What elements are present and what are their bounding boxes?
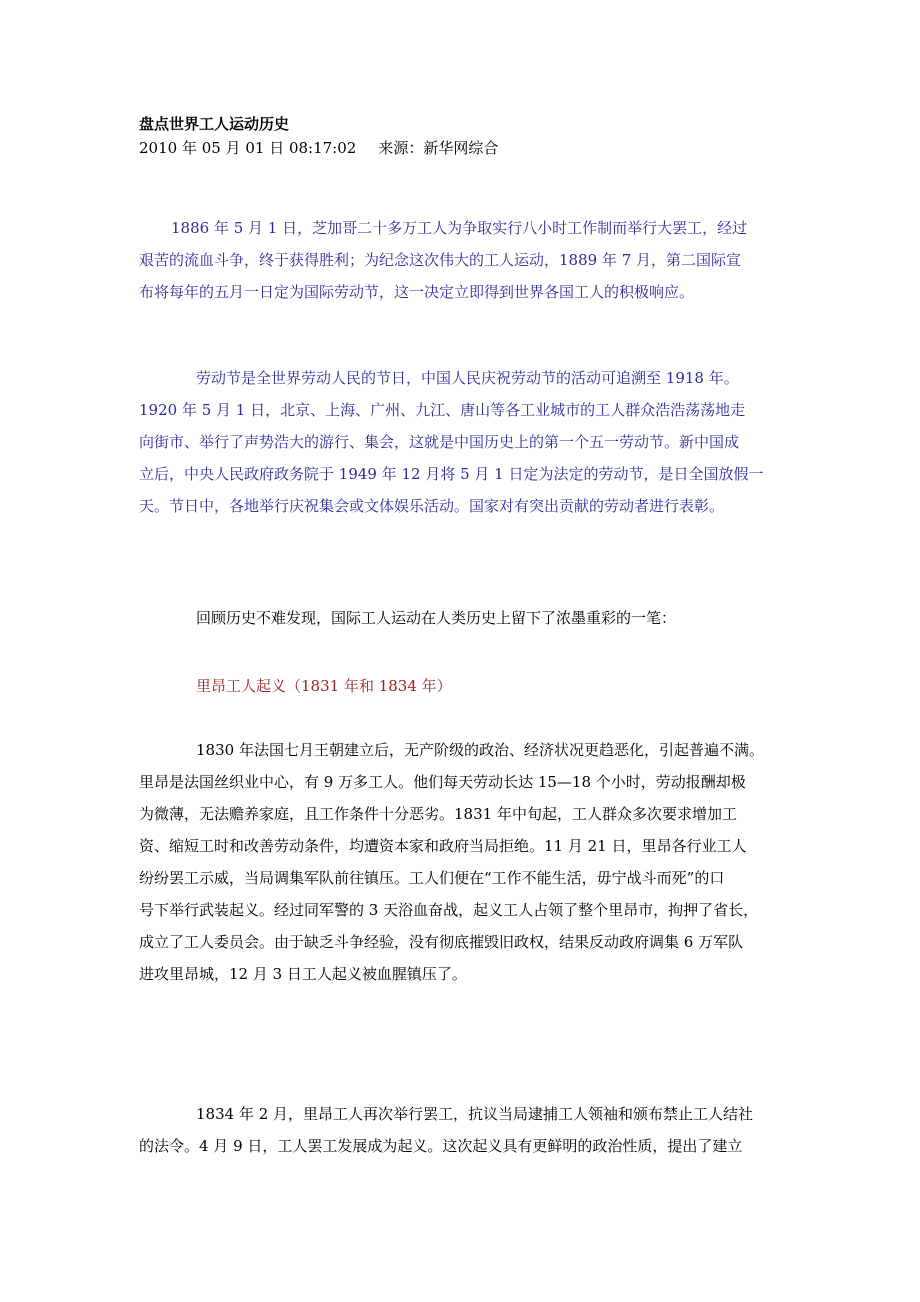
section-heading: 里昂工人起义（1831 年和 1834 年） bbox=[196, 677, 452, 695]
paragraph-line: 资、缩短工时和改善劳动条件，均遭资本家和政府当局拒绝。11 月 21 日，里昂各行业工人 bbox=[139, 837, 747, 855]
paragraph-line: 劳动节是全世界劳动人民的节日，中国人民庆祝劳动节的活动可追溯至 1918 年。 bbox=[196, 369, 739, 387]
paragraph-line: 的法令。4 月 9 日，工人罢工发展成为起义。这次起义具有更鲜明的政治性质，提出了建立 bbox=[139, 1137, 743, 1155]
paragraph-lyon-1834 bbox=[139, 1098, 784, 1162]
paragraph-line: 向街市、举行了声势浩大的游行、集会，这就是中国历史上的第一个五一劳动节。新中国成 bbox=[139, 433, 740, 451]
paragraph-lyon-1831 bbox=[139, 734, 784, 990]
paragraph-china-labor-day bbox=[139, 362, 784, 522]
article-source: 来源：新华网综合 bbox=[378, 139, 499, 157]
paragraph-line: 1886 年 5 月 1 日，芝加哥二十多万工人为争取实行八小时工作制而举行大罢工，经过 bbox=[171, 219, 748, 237]
paragraph-line: 进攻里昂城，12 月 3 日工人起义被血腥镇压了。 bbox=[139, 965, 467, 983]
paragraph-line: 1834 年 2 月，里昂工人再次举行罢工，抗议当局逮捕工人领袖和颁布禁止工人结社 bbox=[196, 1105, 754, 1123]
paragraph-line: 艰苦的流血斗争，终于获得胜利；为纪念这次伟大的工人运动，1889 年 7 月，第二国际宣 bbox=[139, 251, 742, 269]
paragraph-line: 1830 年法国七月王朝建立后，无产阶级的政治、经济状况更趋恶化，引起普遍不满。 bbox=[196, 741, 764, 759]
article-meta bbox=[139, 136, 498, 160]
paragraph-may-day-origin bbox=[139, 212, 784, 308]
paragraph-line: 1920 年 5 月 1 日，北京、上海、广州、九江、唐山等各工业城市的工人群众浩浩荡荡地走 bbox=[139, 401, 746, 419]
paragraph-line: 里昂是法国丝织业中心，有 9 万多工人。他们每天劳动长达 15—18 个小时，劳动报酬却极 bbox=[139, 773, 746, 791]
paragraph-line: 天。节日中，各地举行庆祝集会或文体娱乐活动。国家对有突出贡献的劳动者进行表彰。 bbox=[139, 497, 725, 515]
paragraph-line: 回顾历史不难发现，国际工人运动在人类历史上留下了浓墨重彩的一笔： bbox=[196, 609, 677, 627]
paragraph-review bbox=[139, 602, 784, 634]
paragraph-line: 成立了工人委员会。由于缺乏斗争经验，没有彻底摧毁旧政权，结果反动政府调集 6 万军队 bbox=[139, 933, 744, 951]
paragraph-line: 布将每年的五月一日定为国际劳动节，这一决定立即得到世界各国工人的积极响应。 bbox=[139, 283, 695, 301]
paragraph-line: 为微薄，无法赡养家庭，且工作条件十分恶劣。1831 年中旬起，工人群众多次要求增加工 bbox=[139, 805, 737, 823]
article-datetime: 2010 年 05 月 01 日 08:17:02 bbox=[139, 139, 357, 157]
paragraph-line: 号下举行武装起义。经过同军警的 3 天浴血奋战，起义工人占领了整个里昂市，拘押了省长， bbox=[139, 901, 759, 919]
paragraph-line: 立后，中央人民政府政务院于 1949 年 12 月将 5 月 1 日定为法定的劳动节，是日全国放假一 bbox=[139, 465, 764, 483]
paragraph-line: 纷纷罢工示威，当局调集军队前往镇压。工人们便在“工作不能生活，毋宁战斗而死”的口 bbox=[139, 869, 725, 887]
article-title: 盘点世界工人运动历史 bbox=[139, 115, 290, 133]
